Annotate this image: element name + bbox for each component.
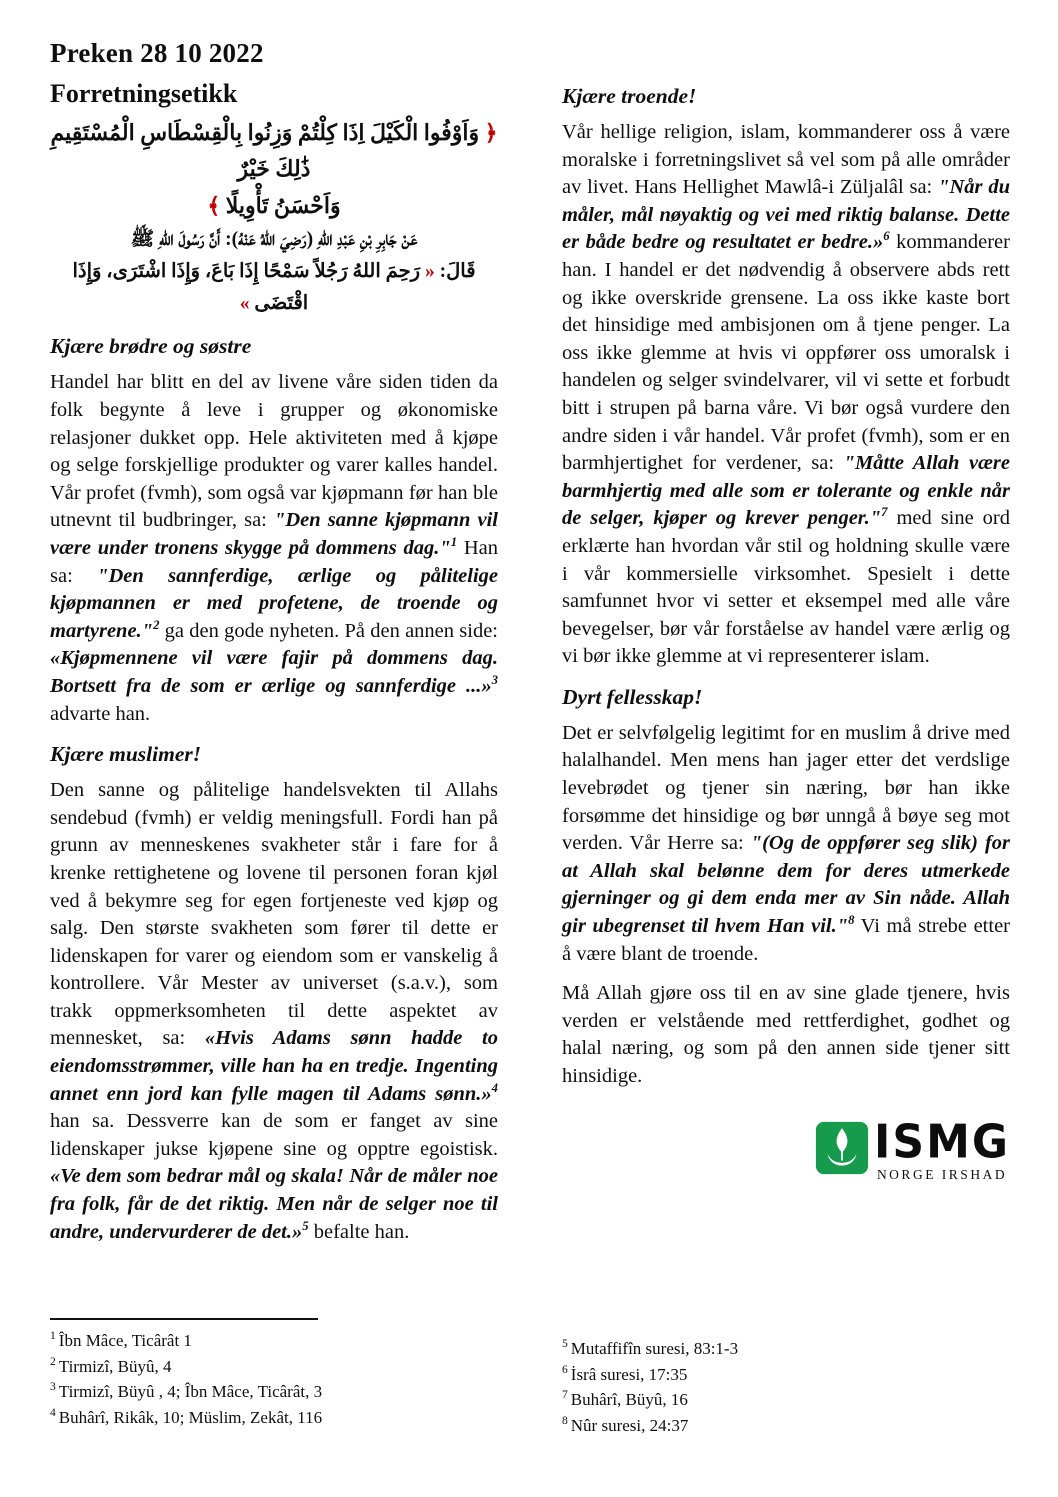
paragraph-halal-trade: Det er selvfølgelig legitimt for en muslim å drive med halalhandel. Men mens han jager etter det verdslige levebrødet og tjener sin næring, bør han ikke forsømme det hinsidige og bør unngå å bøye seg mot verden. Vår Herre sa: "(Og de oppfører seg slik) for at Allah skal belønne dem for deres utmerkede gjerninger og gi dem enda mer av Sin nåde. Allah gir ubegrenset til hvem Han vil."$^8$ Vi må strebe etter å være blant de troende. bbox=[562, 721, 1010, 965]
footnote-7-text: Buhârî, Büyû, 16 bbox=[570, 1390, 688, 1409]
page-title: Preken 28 10 2022 bbox=[50, 38, 264, 68]
footnote-4-text: Buhârî, Rikâk, 10; Müslim, Zekât, 116 bbox=[58, 1407, 323, 1427]
footnote-8 bbox=[562, 1413, 1010, 1439]
paragraph-honest-scales: Den sanne og pålitelige handelsvekten til Allahs sendebud (fvmh) er veldig meningsfull. Fordi han på grunn av menneskenes svakheter står i fare for å krenke rettighetene og lovene til personen foran kjøl ved å bekymre seg for egen fortjeneste ved kjøp og salg. Den største svakheten som fører til dette er lidenskapen for varer og eiendom som er vanskelig å kontrollere. Vår Mester av universet (s.a.v.), som trakk oppmerksomheten til dette aspektet av mennesket, sa: «Hvis Adams sønn hadde to eiendomsstrømmer, ville han ha en tredje. Ingenting annet enn jord kan fylle magen til Adams sønn.»$^4$ han sa. Dessverre kan de som er fanget av sine lidenskaper jukse kjøpene sine og opptre egoistisk. «Ve dem som bedrar mål og skala! Når de måler noe fra folk, får de det riktig. Men når de selger noe til andre, undervurderer de det.»$^5$ befalte han. bbox=[50, 779, 498, 1243]
footnotes-right bbox=[562, 1336, 1010, 1438]
footnote-1-number: 1 bbox=[50, 1329, 56, 1343]
footnote-8-number: 8 bbox=[562, 1413, 568, 1427]
footnote-3-number: 3 bbox=[50, 1380, 56, 1394]
ismg-logo-subtext: NORGE IRSHAD bbox=[876, 1166, 1008, 1182]
page-subtitle: Forretningsetikk bbox=[50, 79, 238, 108]
left-column bbox=[50, 38, 498, 1258]
footnote-3 bbox=[50, 1379, 498, 1405]
footnote-5-text: Mutaffifîn suresi, 83:1-3 bbox=[570, 1339, 739, 1358]
footnote-7 bbox=[562, 1387, 1010, 1413]
section-heading-dear-community: Dyrt fellesskap! bbox=[562, 684, 703, 709]
footnote-2-number: 2 bbox=[50, 1354, 56, 1368]
footnote-1 bbox=[50, 1328, 498, 1354]
arabic-quote-block bbox=[50, 115, 498, 320]
footnote-5 bbox=[562, 1336, 1010, 1362]
ismg-logo bbox=[562, 1115, 1010, 1183]
paragraph-closing-prayer: Må Allah gjøre oss til en av sine glade tjenere, hvis verden er velstående med rettferdighet, godhet og halal næring, og som på den annen side tjener sitt hinsidige. bbox=[562, 982, 1010, 1087]
paragraph-moral-business: Vår hellige religion, islam, kommanderer oss å være moralske i forretningslivet så vel som på alle områder av livet. Hans Hellighet Mawlâ-i Züljalâl sa: "Når du måler, mål nøyaktig og vei med riktig balanse. Dette er både bedre og resultatet er bedre.»$^6$ kommanderer han. I handel er det nødvendig å observere abds rett og ikke overskride grensene. La oss ikke kaste bort det hinsidige med ambisjonen om å tjene penger. La oss ikke glemme at hvis vi oppfører oss umoralsk i handelen og selger svindelvarer, vil vi sette et forbudt bitt i strupen på barna våre. Vi bør også vurdere den andre siden i vår handel. Vår profet (fvmh), som er en barmhjertighet for verdener, sa: "Måtte Allah være barmhjertig med alle som er tolerante og enkle når de selger, kjøper og krever penger."$^7$ med sine ord erklærte han hvordan vår stil og holdning skulle være i vår kommersielle virksomhet. Spesielt i dette samfunnet hvor vi setter et eksempel med alle våre bevegelser, bør vår forståelse av handel være ærlig og vi bør ikke glemme at vi representerer islam. bbox=[562, 121, 1010, 668]
section-heading-brothers-sisters: Kjære brødre og søstre bbox=[50, 334, 252, 359]
footnote-7-number: 7 bbox=[562, 1388, 568, 1402]
ismg-logo-wordmark: ISMG bbox=[874, 1115, 1010, 1169]
footnote-5-number: 5 bbox=[562, 1337, 568, 1351]
footnote-1-text: Îbn Mâce, Ticârât 1 bbox=[58, 1331, 192, 1350]
footnote-6 bbox=[562, 1362, 1010, 1388]
paragraph-trade-intro: Handel har blitt en del av livene våre siden tiden da folk begynte å leve i grupper og økonomiske relasjoner dukket opp. Hele aktiviteten med å kjøpe og selge forskjellige produkter og varer kalles handel. Vår profet (fvmh), som også var kjøpmann før han ble utnevnt til budbringer, sa: "Den sanne kjøpmann vil være under tronens skygge på dommens dag."$^1$ Han sa: "Den sannferdige, ærlige og pålitelige kjøpmannen er med profetene, de troende og martyrene."$^2$ ga den gode nyheten. På den annen side: «Kjøpmennene vil være fajir på dommens dag. Bortsett fra de som er ærlige og sannferdige ...»$^3$ advarte han. bbox=[50, 371, 498, 725]
footnote-4-number: 4 bbox=[50, 1405, 56, 1419]
ismg-logo-text-group bbox=[874, 1115, 1010, 1183]
section-heading-believers: Kjære troende! bbox=[562, 84, 697, 108]
arabic-verse-line-1: ﴿ وَاَوْفُوا الْكَيْلَ اِذَا كِلْتُمْ وَزِنُوا بِالْقِسْطَاسِ الْمُسْتَقِيمِ ذَٰلِكَ خَيْرٌ bbox=[50, 120, 498, 182]
footnotes-left bbox=[50, 1318, 498, 1430]
footnote-4 bbox=[50, 1405, 498, 1431]
footnote-8-text: Nûr suresi, 24:37 bbox=[570, 1415, 689, 1435]
arabic-verse-line-2: وَاَحْسَنُ تَأْوِيلًا ﴾ bbox=[207, 192, 341, 218]
right-column bbox=[562, 84, 1010, 1183]
footnote-separator-line bbox=[50, 1318, 318, 1320]
ismg-green-tulip-icon bbox=[815, 1121, 869, 1175]
arabic-hadith-line-1: عَنْ جَابِرِ بْنِ عَبْدِ اللهِ (رَضِيَ اللهُ عَنْهُ): أَنَّ رَسُولَ اللهِ ﷺ bbox=[130, 228, 418, 250]
section-heading-muslims: Kjære muslimer! bbox=[50, 742, 202, 767]
footnote-6-text: İsrâ suresi, 17:35 bbox=[570, 1364, 688, 1384]
footnote-2-text: Tirmizî, Büyû, 4 bbox=[58, 1356, 172, 1376]
footnote-2 bbox=[50, 1354, 498, 1380]
footnote-3-text: Tirmizî, Büyû , 4; Îbn Mâce, Ticârât, 3 bbox=[58, 1382, 323, 1401]
arabic-hadith-line-2: قَالَ: « رَحِمَ اللهُ رَجُلاً سَمْحًا إِذَا بَاعَ، وَإِذَا اشْتَرَى، وَإِذَا اقْتَضَى » bbox=[72, 261, 476, 315]
footnote-6-number: 6 bbox=[562, 1362, 568, 1376]
